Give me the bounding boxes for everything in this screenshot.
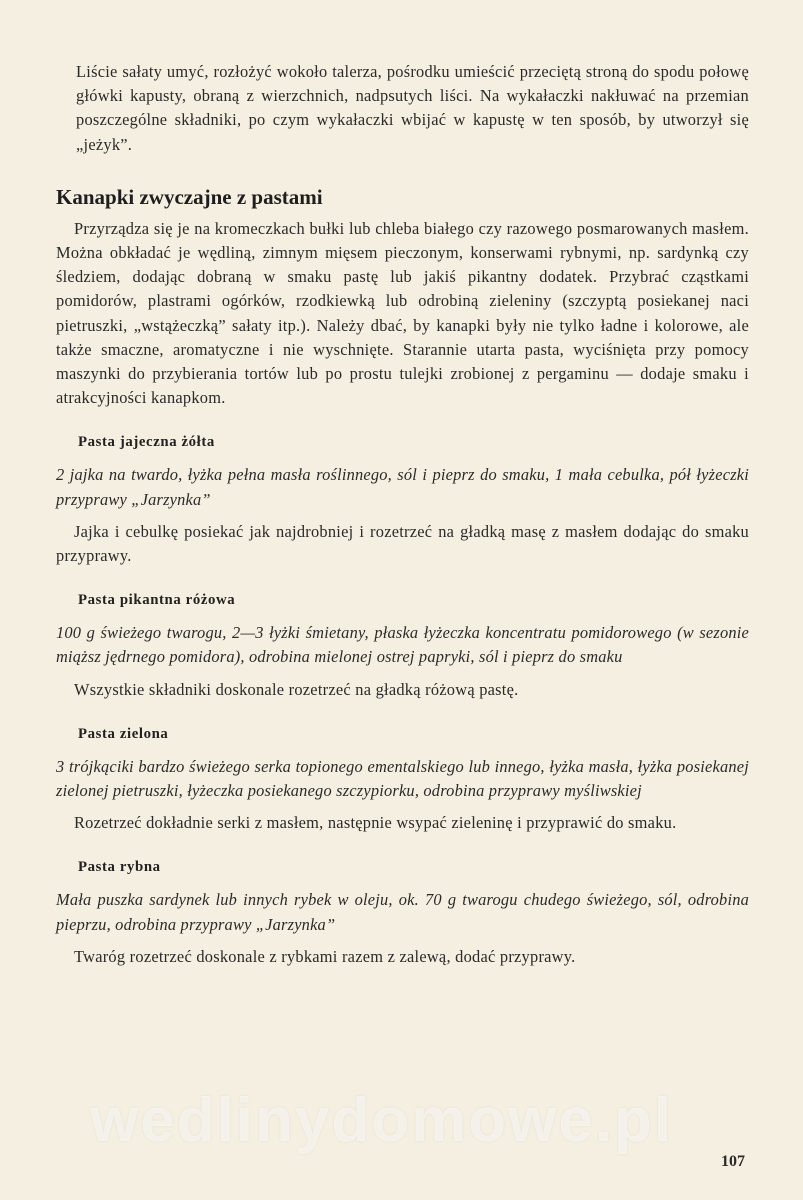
recipe-instructions: Twaróg rozetrzeć doskonale z rybkami razem z zalewą, dodać przyprawy.	[74, 946, 576, 966]
recipe-title: Pasta zielona	[78, 725, 169, 742]
page-number: 107	[721, 1153, 745, 1170]
book-page	[56, 60, 749, 969]
recipe-ingredients: 100 g świeżego twarogu, 2—3 łyżki śmietany, płaska łyżeczka koncentratu pomidorowego (w sezonie miąższ jędrnego pomidora), odrobina mielonej ostrej papryki, sól i pieprz do smaku	[56, 623, 749, 667]
recipe-pasta-jajeczna	[56, 434, 749, 568]
recipe-title: Pasta pikantna różowa	[78, 592, 236, 609]
section-title: Kanapki zwyczajne z pastami	[56, 184, 323, 209]
recipe-title: Pasta jajeczna żółta	[78, 434, 215, 451]
recipe-ingredients: 2 jajka na twardo, łyżka pełna masła roślinnego, sól i pieprz do smaku, 1 mała cebulka, pół łyżeczki przyprawy „Jarzynka”	[56, 465, 749, 509]
recipe-instructions: Wszystkie składniki doskonale rozetrzeć na gładką różową pastę.	[74, 679, 519, 699]
recipe-pasta-zielona	[56, 726, 749, 836]
watermark: wedlinydomowe.pl	[90, 1086, 674, 1155]
intro-paragraph: Liście sałaty umyć, rozłożyć wokoło talerza, pośrodku umieścić przeciętą stroną do spodu połowę główki kapusty, obraną z wierzchnich, nadpsutych liści. Na wykałaczki nakłuwać na przemian poszczególne składniki, po czym wykałaczki wbijać w kapustę w ten sposób, by utworzył się „jeżyk”.	[76, 62, 749, 154]
recipe-ingredients: Mała puszka sardynek lub innych rybek w oleju, ok. 70 g twarogu chudego świeżego, sól, odrobina pieprzu, odrobina przyprawy „Jarzynka”	[56, 890, 749, 934]
recipe-instructions: Jajka i cebulkę posiekać jak najdrobniej i rozetrzeć na gładką masę z masłem dodając do smaku przyprawy.	[56, 521, 749, 566]
recipe-pasta-rybna	[56, 859, 749, 969]
recipe-pasta-pikantna	[56, 592, 749, 702]
recipe-ingredients: 3 trójkąciki bardzo świeżego serka topionego ementalskiego lub innego, łyżka masła, łyżka posiekanej zielonej pietruszki, łyżeczka posiekanego szczypiorku, odrobina przyprawy myśliwskiej	[56, 756, 749, 801]
recipe-instructions: Rozetrzeć dokładnie serki z masłem, następnie wsypać zieleninę i przyprawić do smaku.	[74, 813, 677, 833]
section-paragraph: Przyrządza się je na kromeczkach bułki lub chleba białego czy razowego posmarowanych masłem. Można obkładać je wędliną, zimnym mięsem pieczonym, konserwami rybnymi, np. sardynką czy śledziem, dodając dobraną w smaku pastę lub jakiś pikantny dodatek. Przybrać cząstkami pomidorów, plastrami ogórków, rzodkiewką lub odrobiną zieleniny (szczyptą posiekanej naci pietruszki, „wstążeczką” sałaty itp.). Należy dbać, by kanapki były nie tylko ładne i kolorowe, ale także smaczne, aromatyczne i nie wyschnięte. Starannie utarta pasta, wyciśnięta przy pomocy maszynki do przybierania tortów lub po prostu tulejki zrobionej z pergaminu — dodaje smaku i atrakcyjności kanapkom.	[56, 218, 749, 408]
recipe-title: Pasta rybna	[78, 859, 161, 876]
